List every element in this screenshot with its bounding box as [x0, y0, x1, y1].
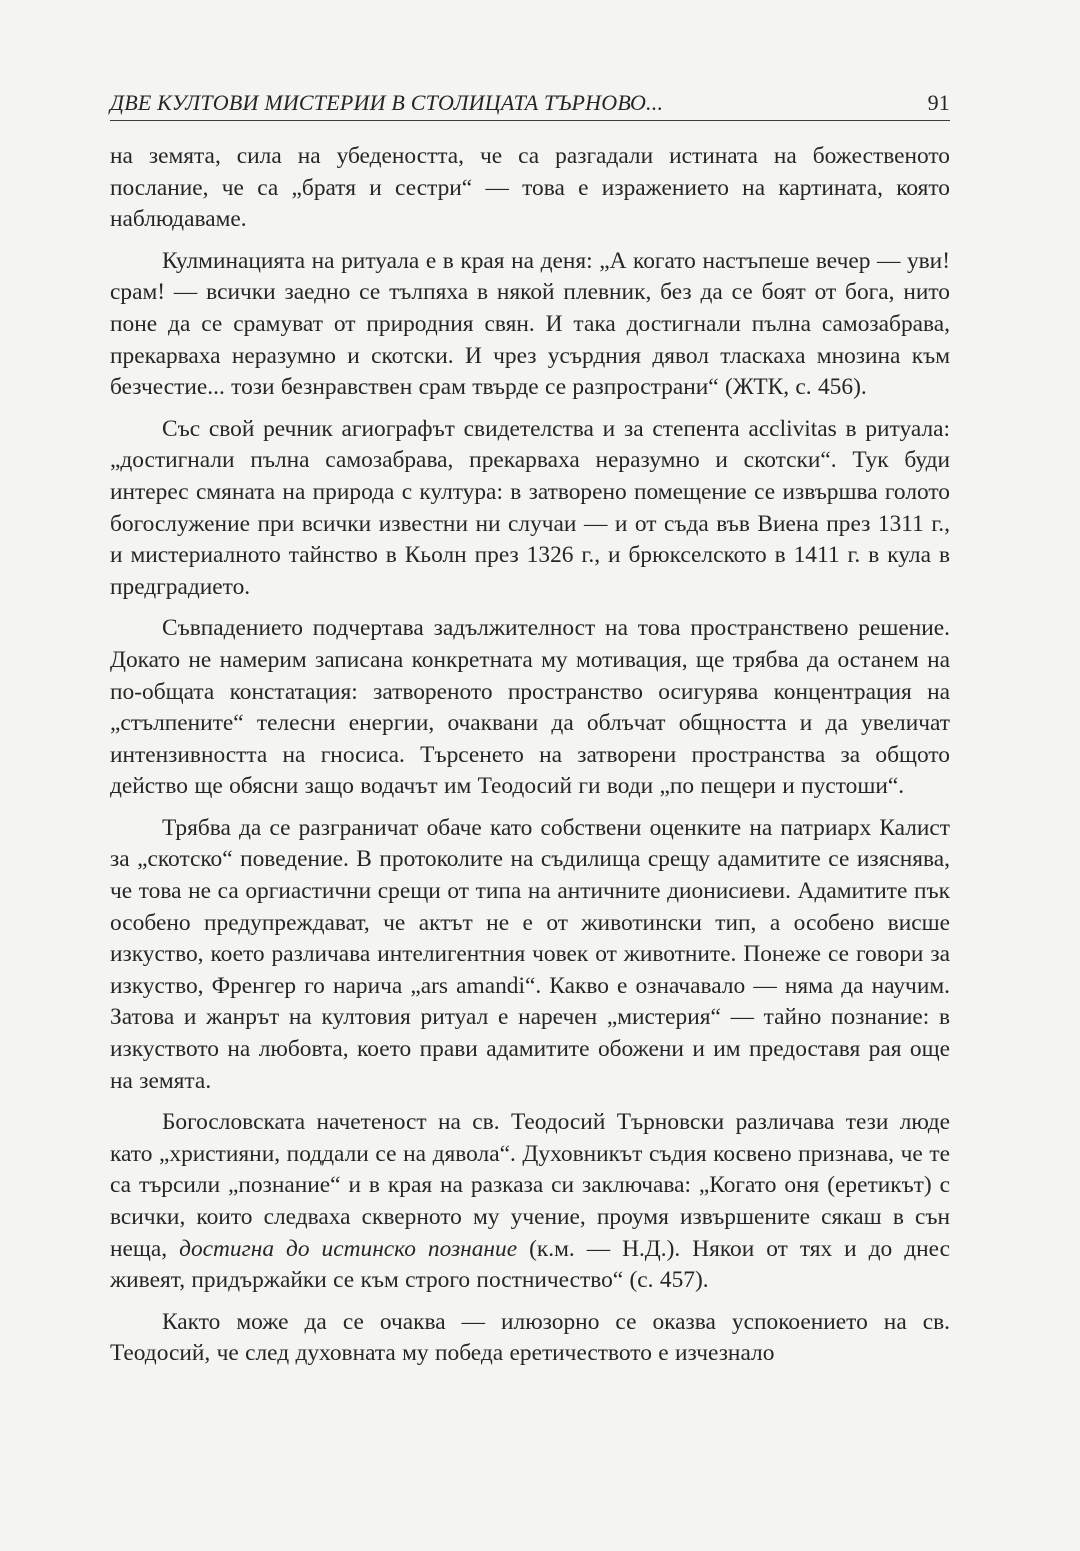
paragraph-continuation: на земята, сила на убедеността, че са разгадали истината на божественото послание, че са „братя и сестри“ — това е изражението на картината, която наблюдаваме.: [110, 143, 950, 233]
paragraph-ars-amandi: Трябва да се разграничат обаче като собствени оценките на патриарх Калист за „скотско“ поведение. В протоколите на съдилища срещу адамитите се изяснява, че това не са оргиастични срещи от типа на античните дионисиеви. Адамитите пък особено предупреждават, че актът не е от животински тип, а особено висше изкуство, което различава интелигентния човек от животните. Понеже се говори за изкуство, Френгер го нарича „ars amandi“. Какво е означавало — няма да научим. Затова и жанрът на култовия ритуал е наречен „мистерия“ — тайно познание: в изкуството на любовта, което прави адамитите обожени и им предоставя рая още на земята.: [110, 814, 950, 1094]
paragraph-culmination: Кулминацията на ритуала е в края на деня: „А когато настъпеше вечер — уви! срам! — всички заедно се тълпяха в някой плевник, без да се боят от бога, нито поне да се срамуват от природния свян. И така достигнали пълна самозабрава, прекарваха неразумно и скотски. И чрез усърдния дявол тласкаха мнозина към безчестие... този безнравствен срам твърде се разпространи“ (ЖТК, с. 456).: [110, 247, 950, 401]
paragraph-final: Както може да се очаква — илюзорно се оказва успокоението на св. Теодосий, че след духовната му победа еретичеството е изчезнало: [110, 1308, 950, 1367]
paragraph-text-italic: достигна до истинско познание: [179, 1235, 518, 1262]
body-text: [110, 141, 950, 1370]
book-page: [110, 88, 950, 1370]
page-number: 91: [927, 90, 950, 115]
running-title: ДВЕ КУЛТОВИ МИСТЕРИИ В СТОЛИЦАТА ТЪРНОВО...: [110, 90, 664, 115]
paragraph-acclivitas: Със свой речник агиографът свидетелства и за степента acclivitas в ритуала: „достигнали пълна самозабрава, прекарваха неразумно и скотски“. Тук буди интерес смяната на природа с култура: в затворено помещение се извършва голото богослужение при всички известни ни случаи — и от съда във Виена през 1311 г., и мистериалното тайнство в Кьолн през 1326 г., и брюкселското в 1411 г. в кула в предградието.: [110, 415, 950, 600]
paragraph-closed-space: Съвпадението подчертава задължителност на това пространствено решение. Докато не намерим записана конкретната му мотивация, ще трябва да останем на по-общата констатация: затвореното пространство осигурява концентрация на „стълпените“ телесни енергии, очаквани да облъчат общността и да увеличат интензивността на гносиса. Търсенето на затворени пространства за общото действо ще обясни защо водачът им Теодосий ги води „по пещери и пустоши“.: [110, 615, 950, 800]
paragraph-text-after: (к.м. — Н.Д.). Някои от тях и до днес живеят, придържайки се към строго постничество“ (с. 457).: [110, 1235, 950, 1294]
running-header: [110, 88, 950, 121]
paragraph-text-before: Богословската начетеност на св. Теодосий Търновски различава тези люде като „християни, поддали се на дявола“. Духовникът съдия косвено признава, че те са търсили „познание“ и в края на разказа си заключава: „Когато оня (еретикът) с всички, които следваха скверното му учение, проумя извършените сякаш в сън неща,: [110, 1109, 950, 1262]
paragraph-theodosius-knowledge: [110, 1107, 950, 1297]
